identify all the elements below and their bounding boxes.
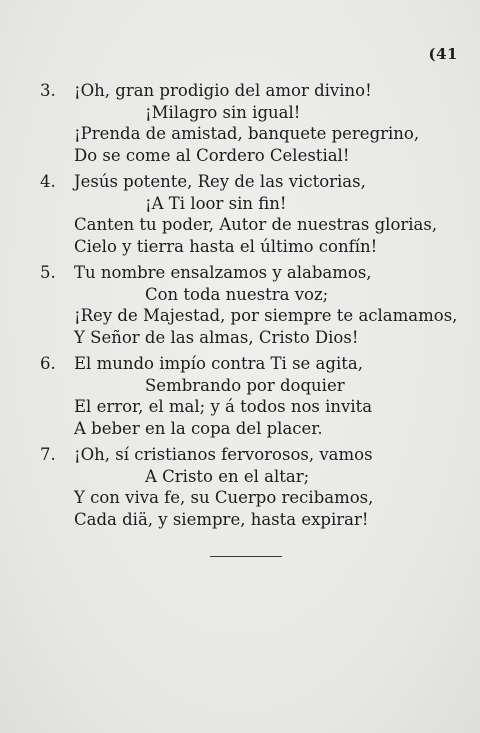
verse-line: Con toda nuestra voz; <box>145 284 329 304</box>
stanza <box>30 262 470 348</box>
page-number: (41 <box>428 45 458 63</box>
verse-line: Tu nombre ensalzamos y alabamos, <box>74 263 372 282</box>
verse-line: Do se come al Cordero Celestial! <box>74 145 350 165</box>
stanza-number: 4. <box>40 172 56 191</box>
verse-line: ¡Oh, sí cristianos fervorosos, vamos <box>74 445 373 464</box>
end-rule-divider <box>210 556 282 557</box>
verse-line: Canten tu poder, Autor de nuestras glorias, <box>74 215 438 234</box>
verse-line: A Cristo en el altar; <box>145 466 310 486</box>
verse-line: ¡A Ti loor sin fin! <box>145 193 287 213</box>
verse-line: Cielo y tierra hasta el último confín! <box>74 236 378 256</box>
verse-line: ¡Rey de Majestad, por siempre te aclamamos, <box>74 306 458 325</box>
stanza-number: 7. <box>40 445 56 464</box>
stanza <box>30 80 470 166</box>
stanza <box>30 353 470 439</box>
verse-line: ¡Prenda de amistad, banquete peregrino, <box>74 124 420 143</box>
verse-line: Y Señor de las almas, Cristo Dios! <box>74 327 359 347</box>
hymn-text <box>30 80 470 535</box>
stanza <box>30 444 470 530</box>
verse-line: El mundo impío contra Ti se agita, <box>74 354 363 373</box>
stanza-number: 3. <box>40 81 56 100</box>
verse-line: El error, el mal; y á todos nos invita <box>74 397 373 416</box>
verse-line: Sembrando por doquier <box>145 375 345 395</box>
verse-line: Y con viva fe, su Cuerpo recibamos, <box>74 488 374 507</box>
stanza-number: 5. <box>40 263 56 282</box>
verse-line: A beber en la copa del placer. <box>74 418 323 438</box>
stanza-number: 6. <box>40 354 56 373</box>
verse-line: Jesús potente, Rey de las victorias, <box>74 172 366 191</box>
verse-line: Cada diä, y siempre, hasta expirar! <box>74 509 369 529</box>
stanza <box>30 171 470 257</box>
verse-line: ¡Oh, gran prodigio del amor divino! <box>74 81 372 100</box>
verse-line: ¡Milagro sin igual! <box>145 102 301 122</box>
